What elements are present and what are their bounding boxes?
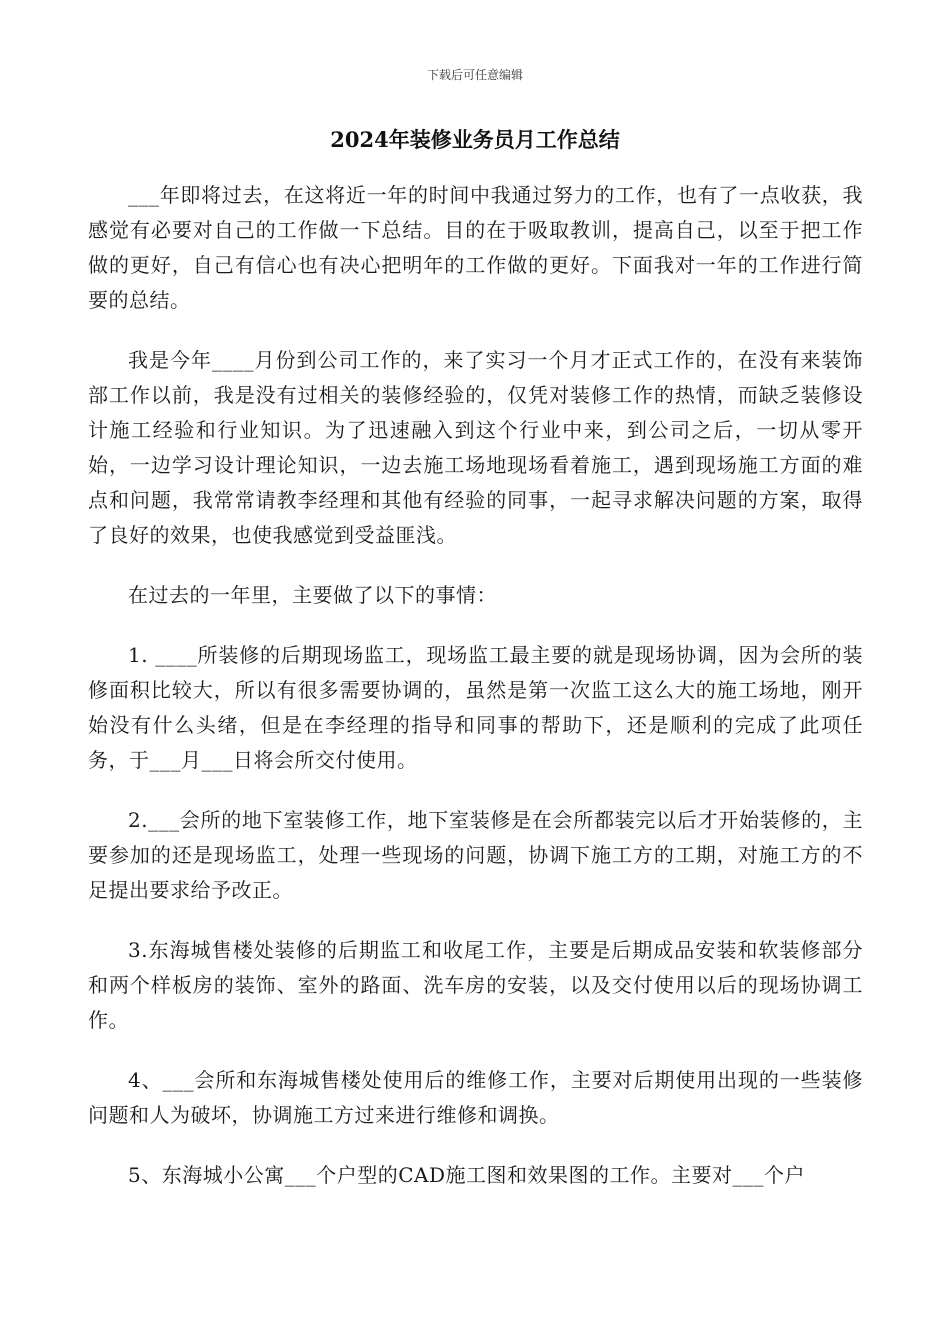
document-body xyxy=(88,178,863,1218)
list-item-paragraph: 5、东海城小公寓___个户型的CAD施工图和效果图的工作。主要对___个户 xyxy=(128,1163,806,1187)
list-item-paragraph: 4、___会所和东海城售楼处使用后的维修工作，主要对后期使用出现的一些装修问题和人为破坏，协调施工方过来进行维修和调换。 xyxy=(88,1068,863,1127)
paragraph: 在过去的一年里，主要做了以下的事情： xyxy=(128,583,497,607)
document-title: 2024年装修业务员月工作总结 xyxy=(330,127,620,152)
paragraph: ___年即将过去，在这将近一年的时间中我通过努力的工作，也有了一点收获，我感觉有必要对自己的工作做一下总结。目的在于吸取教训，提高自己，以至于把工作做的更好，自己有信心也有决心把明年的工作做的更好。下面我对一年的工作进行简要的总结。 xyxy=(88,183,863,312)
paragraph: 我是今年____月份到公司工作的，来了实习一个月才正式工作的，在没有来装饰部工作以前，我是没有过相关的装修经验的，仅凭对装修工作的热情，而缺乏装修设计施工经验和行业知识。为了迅速融入到这个行业中来，到公司之后，一切从零开始，一边学习设计理论知识，一边去施工场地现场看着施工，遇到现场施工方面的难点和问题，我常常请教李经理和其他有经验的同事，一起寻求解决问题的方案，取得了良好的效果，也使我感觉到受益匪浅。 xyxy=(88,348,863,547)
list-item-paragraph: 2.___会所的地下室装修工作，地下室装修是在会所都装完以后才开始装修的，主要参加的还是现场监工，处理一些现场的问题，协调下施工方的工期，对施工方的不足提出要求给予改正。 xyxy=(88,808,863,902)
list-item-paragraph: 3.东海城售楼处装修的后期监工和收尾工作，主要是后期成品安装和软装修部分和两个样板房的装饰、室外的路面、洗车房的安装，以及交付使用以后的现场协调工作。 xyxy=(88,938,863,1032)
header-note: 下载后可任意编辑 xyxy=(426,68,523,82)
list-item-paragraph: 1. ____所装修的后期现场监工，现场监工最主要的就是现场协调，因为会所的装修面积比较大，所以有很多需要协调的，虽然是第一次监工这么大的施工场地，刚开始没有什么头绪，但是在李经理的指导和同事的帮助下，还是顺利的完成了此项任务，于___月___日将会所交付使用。 xyxy=(88,643,863,772)
